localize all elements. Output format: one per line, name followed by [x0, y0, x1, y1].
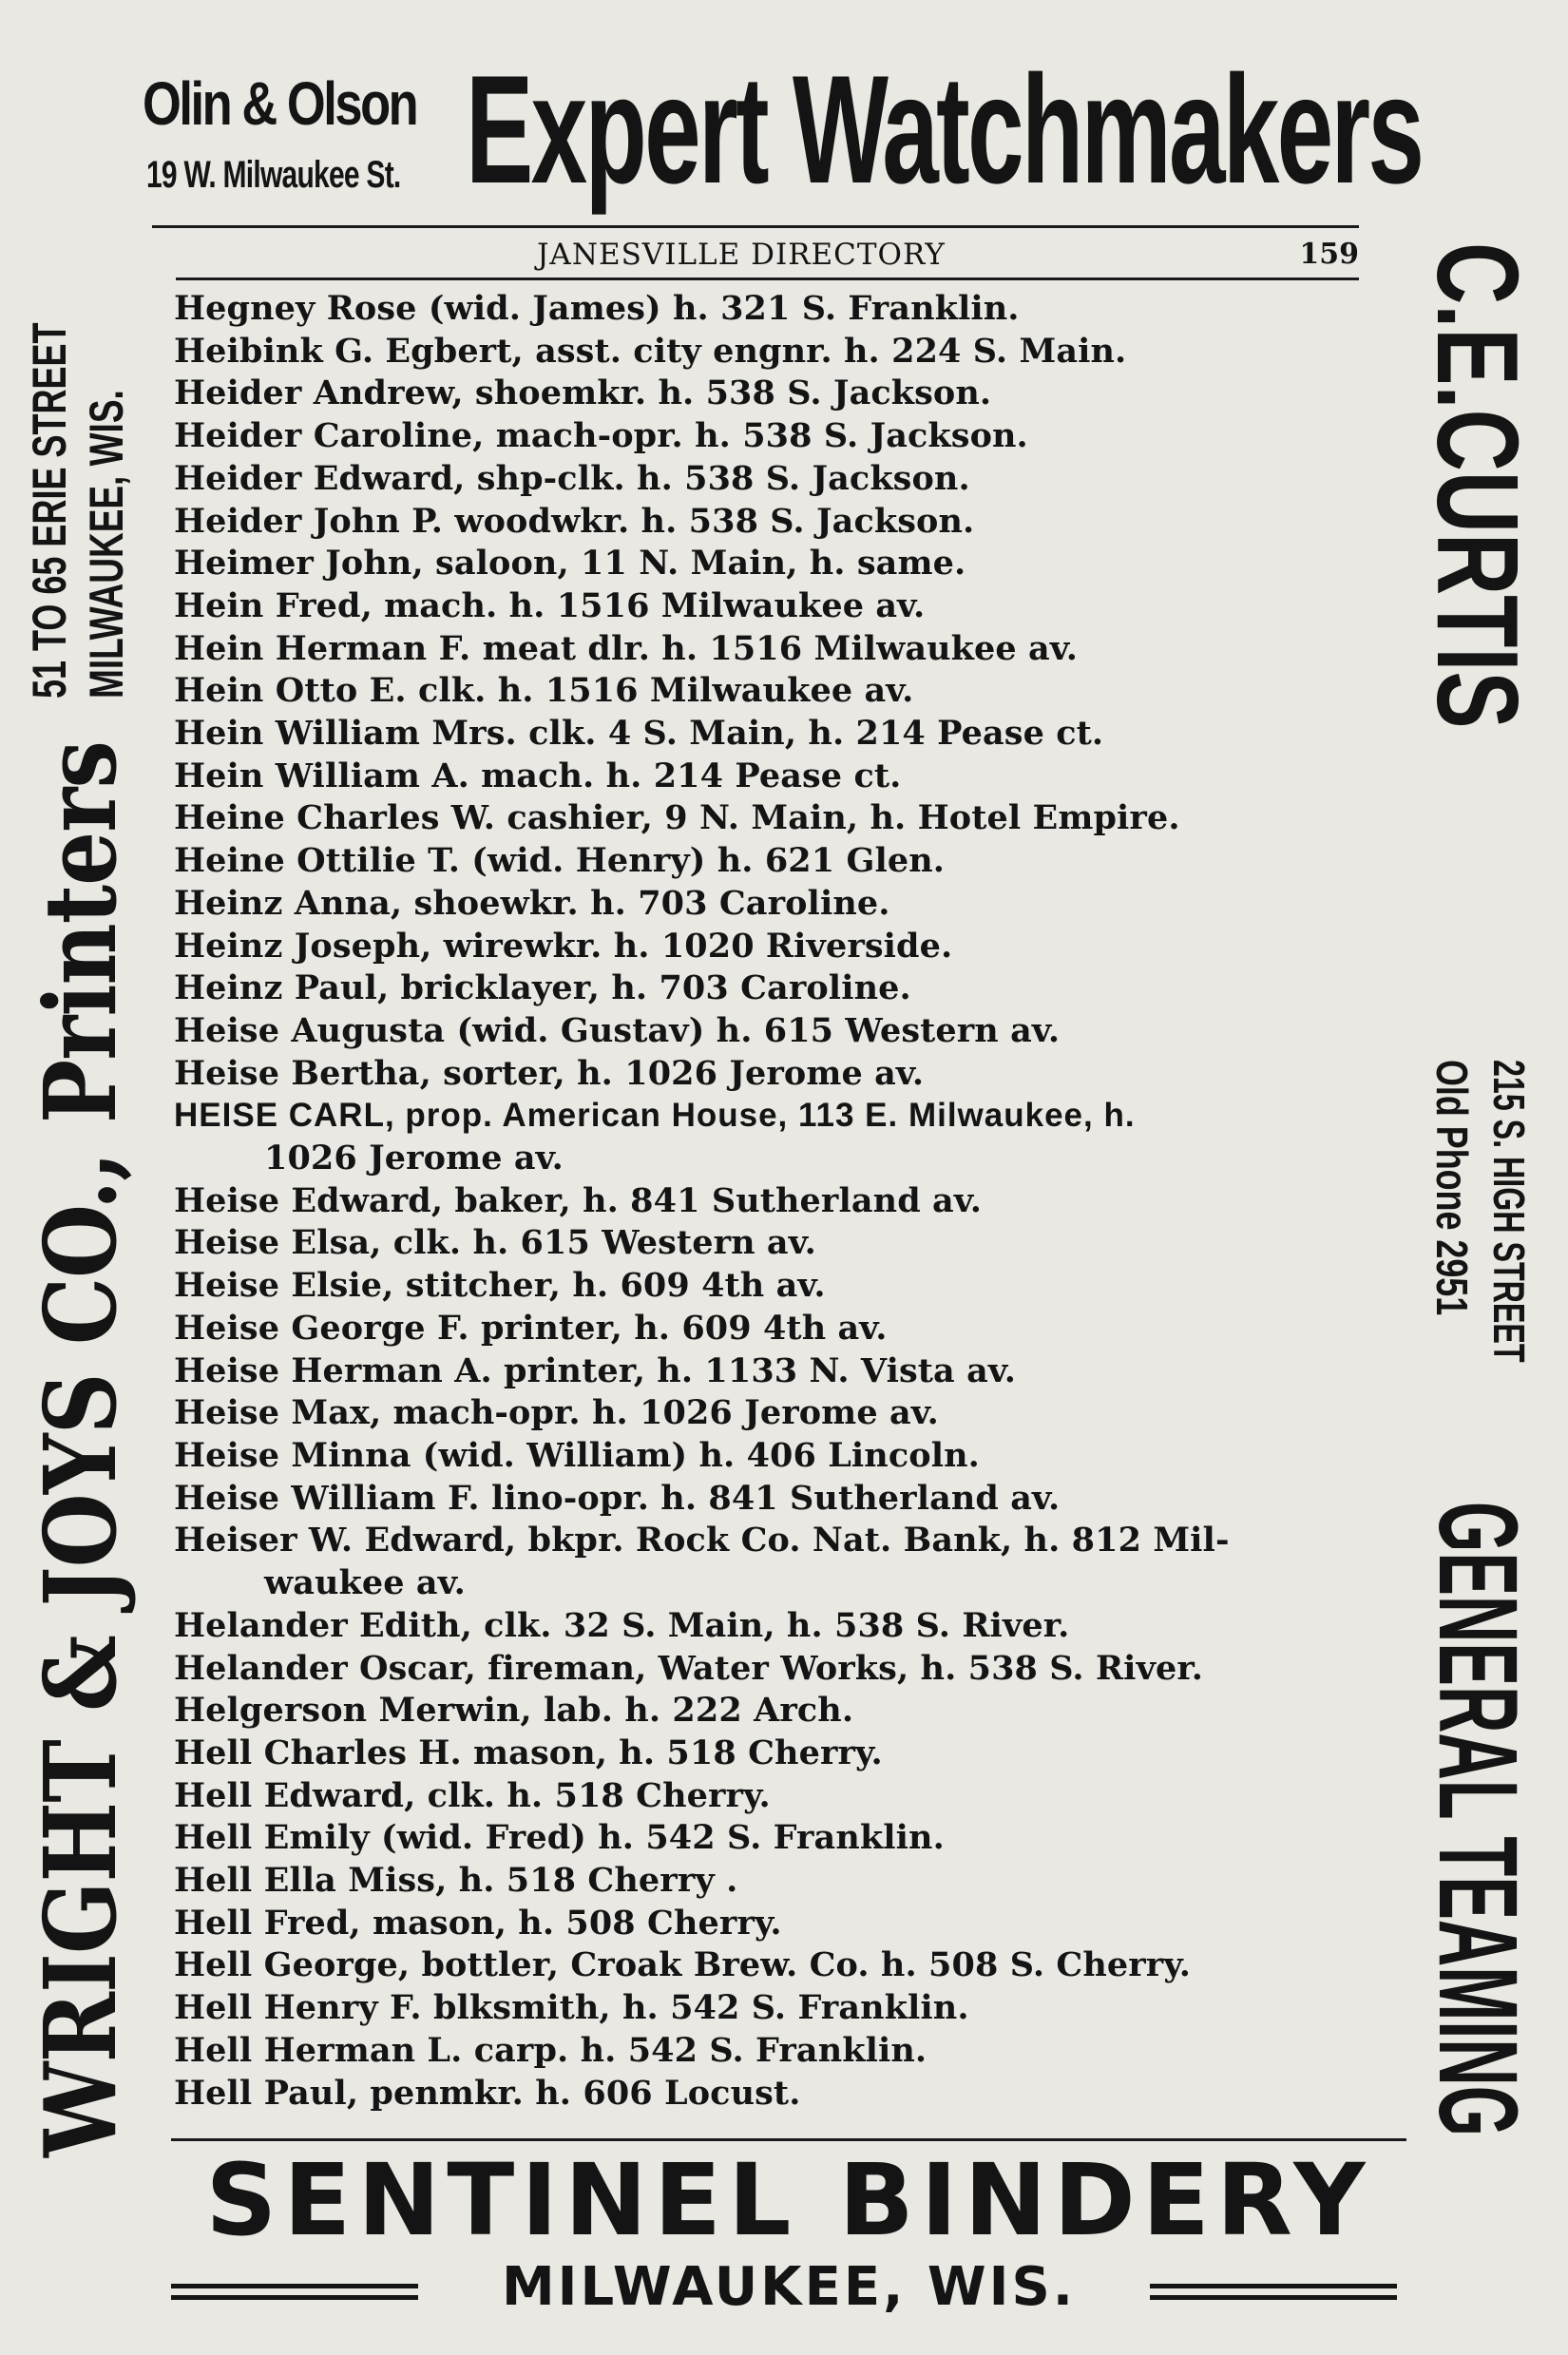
bottom-advertisement — [171, 2143, 1406, 2333]
directory-entry-featured — [174, 1095, 1381, 1138]
directory-entry: Hegney Rose (wid. James) h. 321 S. Franklin. — [174, 289, 1020, 328]
right-ad-service: GENERAL TEAMING — [1415, 1502, 1540, 2136]
directory-entry: Heinz Anna, shoewkr. h. 703 Caroline. — [174, 883, 890, 923]
top-advertisement — [143, 44, 1423, 223]
directory-entry: Heinz Paul, bricklayer, h. 703 Caroline. — [174, 968, 911, 1008]
right-ad-address: 215 S. HIGH STREET — [1484, 1060, 1534, 1363]
directory-entry: Hell Herman L. carp. h. 542 S. Franklin. — [174, 2030, 927, 2070]
bottom-ad-rule-right-lower — [1150, 2295, 1397, 2300]
top-ad-divider — [152, 225, 1359, 228]
directory-entry: Hein Otto E. clk. h. 1516 Milwaukee av. — [174, 671, 914, 711]
directory-entry: Helgerson Merwin, lab. h. 222 Arch. — [174, 1691, 854, 1731]
directory-entry: Heimer John, saloon, 11 N. Main, h. same. — [174, 544, 966, 584]
left-ad-address-line2: MILWAUKEE, WIS. — [80, 390, 133, 699]
bottom-ad-rule-right-upper — [1150, 2284, 1397, 2288]
directory-listing — [174, 288, 1381, 2115]
directory-entry: Heider Caroline, mach-opr. h. 538 S. Jackson. — [174, 416, 1028, 456]
directory-entry: Heider Edward, shp-clk. h. 538 S. Jackson. — [174, 458, 970, 498]
directory-entry: Heine Ottilie T. (wid. Henry) h. 621 Glen. — [174, 841, 946, 881]
directory-entry: Hell Edward, clk. h. 518 Cherry. — [174, 1775, 771, 1815]
directory-entry: Heise Max, mach-opr. h. 1026 Jerome av. — [174, 1393, 939, 1433]
directory-entry: Heise Herman A. printer, h. 1133 N. Vista av. — [174, 1350, 1017, 1390]
right-advertisement — [1406, 242, 1542, 2143]
directory-entry: Heise William F. lino-opr. h. 841 Sutherland av. — [174, 1478, 1061, 1518]
directory-entry: Heider John P. woodwkr. h. 538 S. Jackson. — [174, 501, 975, 541]
top-ad-firm: Olin & Olson — [143, 69, 417, 138]
directory-entry: Hein William A. mach. h. 214 Pease ct. — [174, 756, 902, 795]
directory-entry: Heinz Joseph, wirewkr. h. 1020 Riverside. — [174, 926, 953, 966]
directory-entry: Hell Charles H. mason, h. 518 Cherry. — [174, 1733, 883, 1772]
running-header — [176, 238, 1359, 276]
directory-entry: Heise Edward, baker, h. 841 Sutherland av. — [174, 1180, 983, 1220]
directory-entry: Hell Emily (wid. Fred) h. 542 S. Franklin. — [174, 1818, 945, 1858]
directory-entry: Heise Minna (wid. William) h. 406 Lincoln. — [174, 1435, 980, 1475]
directory-entry: Helander Edith, clk. 32 S. Main, h. 538 S. River. — [174, 1605, 1070, 1645]
directory-entry: Heise Bertha, sorter, h. 1026 Jerome av. — [174, 1053, 925, 1093]
left-ad-firm: WRIGHT & JOYS CO., Printers — [22, 740, 139, 2157]
right-ad-phone: Old Phone 2951 — [1427, 1060, 1477, 1316]
left-ad-address-line1: 51 TO 65 ERIE STREET — [23, 322, 76, 699]
directory-title: JANESVILLE DIRECTORY — [537, 238, 946, 272]
directory-entry: Heise George F. printer, h. 609 4th av. — [174, 1308, 888, 1348]
bottom-ad-city: MILWAUKEE, WIS. — [501, 2256, 1077, 2318]
directory-entry: Hell Paul, penmkr. h. 606 Locust. — [174, 2073, 801, 2113]
directory-entry: Hein William Mrs. clk. 4 S. Main, h. 214 Pease ct. — [174, 714, 1104, 754]
directory-entry: Hell Henry F. blksmith, h. 542 S. Franklin. — [174, 1988, 969, 2028]
directory-entry: Heider Andrew, shoemkr. h. 538 S. Jackson. — [174, 373, 992, 413]
left-advertisement — [19, 247, 143, 2157]
featured-entry-text: HEISE CARL, prop. American House, 113 E. Milwaukee, h. — [174, 1097, 1136, 1135]
directory-entry-continuation: waukee av. — [264, 1563, 466, 1603]
directory-entry: Heise Elsie, stitcher, h. 609 4th av. — [174, 1266, 826, 1306]
directory-entry: Heiser W. Edward, bkpr. Rock Co. Nat. Bank, h. 812 Mil- — [174, 1521, 1230, 1560]
bottom-ad-firm: SENTINEL BINDERY — [205, 2142, 1372, 2258]
page-number: 159 — [1299, 238, 1359, 271]
right-ad-firm: C.E.CURTIS — [1413, 242, 1542, 729]
directory-entry-continuation: 1026 Jerome av. — [264, 1139, 564, 1178]
top-ad-address: 19 W. Milwaukee St. — [146, 154, 401, 196]
directory-entry: Heise Elsa, clk. h. 615 Western av. — [174, 1223, 816, 1263]
directory-entry: Heibink G. Egbert, asst. city engnr. h. 224 S. Main. — [174, 331, 1127, 371]
directory-entry: Hein Fred, mach. h. 1516 Milwaukee av. — [174, 585, 926, 625]
directory-entry: Hein Herman F. meat dlr. h. 1516 Milwaukee av. — [174, 628, 1079, 668]
directory-entry: Hell George, bottler, Croak Brew. Co. h. 508 S. Cherry. — [174, 1945, 1192, 1985]
directory-entry: Helander Oscar, fireman, Water Works, h. 538 S. River. — [174, 1648, 1203, 1688]
header-divider — [176, 278, 1359, 280]
directory-entry: Hell Ella Miss, h. 518 Cherry . — [174, 1861, 738, 1901]
top-ad-slogan: Expert Watchmakers — [466, 44, 1423, 216]
directory-entry: Hell Fred, mason, h. 508 Cherry. — [174, 1903, 782, 1943]
directory-entry: Heine Charles W. cashier, 9 N. Main, h. Hotel Empire. — [174, 798, 1180, 838]
bottom-ad-divider — [171, 2138, 1406, 2141]
directory-entry: Heise Augusta (wid. Gustav) h. 615 Western av. — [174, 1010, 1061, 1050]
